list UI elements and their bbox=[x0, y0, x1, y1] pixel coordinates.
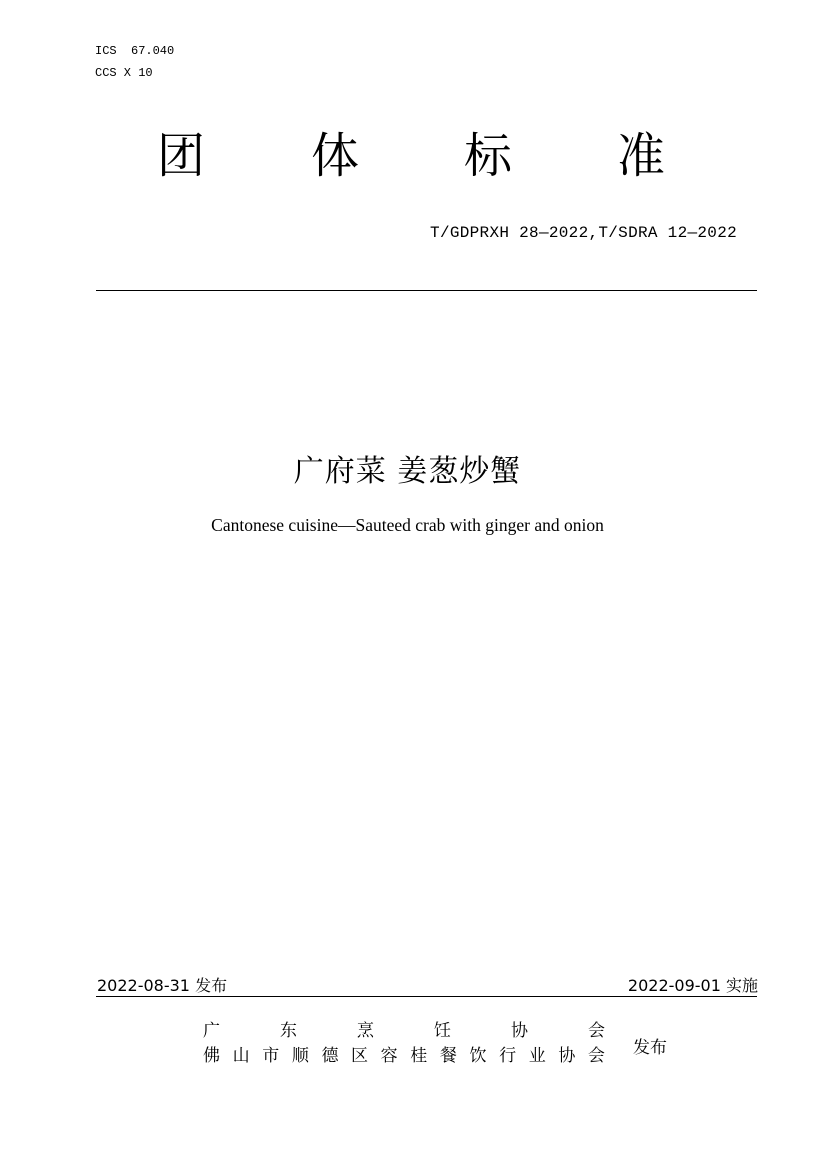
org2-char: 市 bbox=[262, 1046, 280, 1066]
org2-char: 佛 bbox=[203, 1046, 220, 1066]
heading-char-3: 标 bbox=[464, 128, 513, 184]
org2-char: 餐 bbox=[439, 1046, 457, 1066]
org2-char: 行 bbox=[499, 1046, 517, 1066]
document-type-heading bbox=[0, 128, 815, 188]
issuer-org-2 bbox=[203, 1044, 605, 1068]
org2-char: 业 bbox=[528, 1046, 546, 1066]
org2-char: 桂 bbox=[410, 1046, 428, 1066]
org2-char: 协 bbox=[558, 1046, 576, 1066]
standard-title-english: Cantonese cuisine—Sauteed crab with ginger and onion bbox=[211, 515, 604, 535]
org1-char: 饪 bbox=[434, 1021, 451, 1041]
org2-char: 饮 bbox=[469, 1046, 487, 1066]
org1-char: 会 bbox=[588, 1021, 605, 1041]
publish-label: 发布 bbox=[633, 1038, 667, 1058]
org1-char: 协 bbox=[511, 1021, 528, 1041]
publication-date: 2022-08-31 发布 bbox=[97, 976, 228, 995]
heading-char-4: 准 bbox=[617, 128, 666, 184]
issuer-org-1 bbox=[203, 1019, 605, 1043]
standard-title-chinese: 广府菜 姜葱炒蟹 bbox=[293, 454, 522, 489]
top-divider bbox=[96, 290, 757, 291]
standard-code: T/GDPRXH 28—2022,T/SDRA 12—2022 bbox=[430, 224, 737, 242]
org2-char: 顺 bbox=[291, 1046, 309, 1066]
org2-char: 区 bbox=[351, 1046, 369, 1066]
heading-char-2: 体 bbox=[311, 128, 360, 184]
org1-char: 东 bbox=[280, 1021, 297, 1041]
org1-char: 烹 bbox=[357, 1021, 374, 1041]
classification-codes bbox=[95, 40, 174, 84]
org1-char: 广 bbox=[203, 1021, 220, 1041]
ics-code: ICS 67.040 bbox=[95, 44, 175, 58]
org2-char: 会 bbox=[587, 1046, 605, 1066]
org2-char: 德 bbox=[321, 1046, 339, 1066]
ccs-code: CCS X 10 bbox=[95, 66, 153, 80]
implementation-date: 2022-09-01 实施 bbox=[627, 976, 758, 995]
org2-char: 容 bbox=[380, 1046, 398, 1066]
bottom-divider bbox=[96, 996, 757, 997]
heading-char-1: 团 bbox=[157, 128, 206, 184]
org2-char: 山 bbox=[232, 1046, 250, 1066]
